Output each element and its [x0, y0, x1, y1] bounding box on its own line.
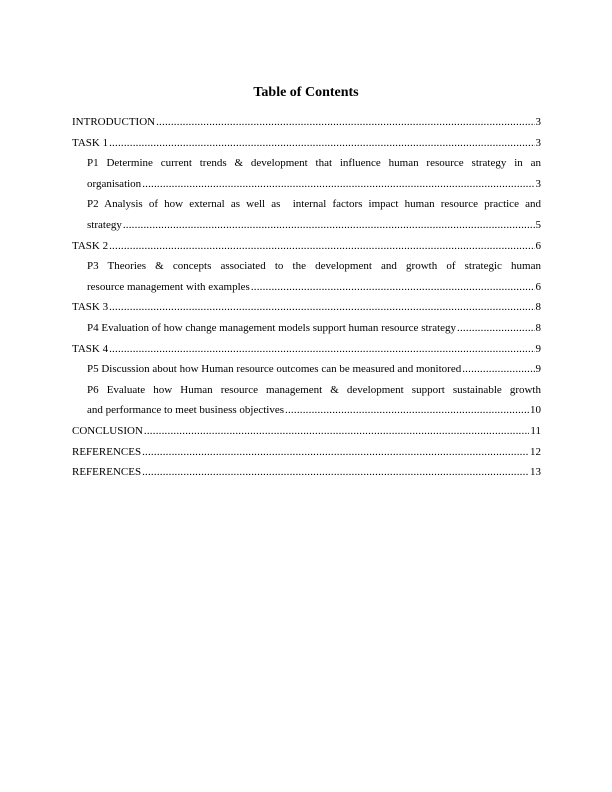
dot-leader: [109, 297, 534, 318]
toc-entry-p2[interactable]: [72, 194, 541, 235]
toc-entry-references-2[interactable]: [72, 462, 541, 483]
toc-entry-task-3[interactable]: [72, 297, 541, 318]
dot-leader: [109, 339, 534, 360]
toc-page-number: 3: [535, 116, 541, 128]
dot-leader: [142, 462, 529, 483]
toc-entry-text: INTRODUCTION: [72, 116, 156, 128]
toc-entry-text: and performance to meet business objectives: [87, 404, 285, 417]
toc-page-number: 11: [530, 424, 541, 437]
toc-entry-p5[interactable]: [72, 359, 541, 380]
toc-entry-task-2[interactable]: [72, 236, 541, 257]
toc-entry-task-1[interactable]: [72, 133, 541, 154]
toc-entry-p1[interactable]: [72, 153, 541, 194]
table-of-contents: [72, 112, 541, 483]
dot-leader: [462, 359, 534, 380]
toc-entry-references[interactable]: [72, 442, 541, 463]
toc-entry-text: P5 Discussion about how Human resource outcomes can be measured and monitored: [87, 363, 462, 376]
toc-page-number: 5: [535, 218, 541, 231]
dot-leader: [285, 400, 529, 421]
toc-page-number: 10: [530, 404, 541, 417]
toc-page-number: 9: [535, 363, 541, 376]
toc-entry-introduction[interactable]: [72, 112, 541, 133]
toc-page-number: 3: [535, 136, 541, 149]
toc-entry-text: TASK 3: [72, 301, 109, 314]
toc-entry-text: organisation: [87, 177, 142, 190]
toc-entry-text: CONCLUSION: [72, 424, 143, 437]
toc-page-number: 6: [535, 280, 541, 293]
toc-entry-text: TASK 4: [72, 342, 109, 355]
toc-entry-task-4[interactable]: [72, 339, 541, 360]
dot-leader: [457, 318, 534, 339]
dot-leader: [123, 215, 535, 236]
toc-entry-text: TASK 1: [72, 136, 109, 149]
toc-entry-text: P2 Analysis of how external as well as internal factors impact human resource practice and: [87, 198, 541, 211]
toc-entry-text: resource management with examples: [87, 280, 250, 293]
toc-entry-p6[interactable]: [72, 380, 541, 421]
toc-entry-p4[interactable]: [72, 318, 541, 339]
dot-leader: [109, 133, 534, 154]
dot-leader: [156, 112, 534, 133]
dot-leader: [251, 277, 535, 298]
dot-leader: [144, 421, 530, 442]
toc-title: Table of Contents: [253, 85, 359, 100]
toc-entry-text: strategy: [87, 218, 122, 231]
toc-page-number: 6: [535, 239, 541, 252]
toc-page-number: 8: [535, 301, 541, 314]
toc-page-number: 9: [535, 342, 541, 355]
toc-entry-text: P3 Theories & concepts associated to the development and growth of strategic human: [87, 260, 541, 273]
toc-entry-text: P1 Determine current trends & development that influence human resource strategy in an: [87, 157, 541, 170]
toc-page-number: 13: [530, 466, 541, 479]
toc-page-number: 3: [535, 177, 541, 190]
dot-leader: [109, 236, 534, 257]
dot-leader: [142, 174, 534, 195]
toc-entry-text: P4 Evaluation of how change management models support human resource strategy: [87, 321, 457, 334]
toc-entry-conclusion[interactable]: [72, 421, 541, 442]
toc-entry-p3[interactable]: [72, 256, 541, 297]
toc-entry-text: REFERENCES: [72, 445, 142, 458]
toc-entry-text: P6 Evaluate how Human resource management & development support sustainable growth: [87, 383, 541, 396]
toc-page-number: 8: [535, 321, 541, 334]
dot-leader: [142, 442, 529, 463]
toc-entry-text: REFERENCES: [72, 466, 142, 479]
toc-page-number: 12: [530, 445, 541, 458]
toc-entry-text: TASK 2: [72, 239, 109, 252]
